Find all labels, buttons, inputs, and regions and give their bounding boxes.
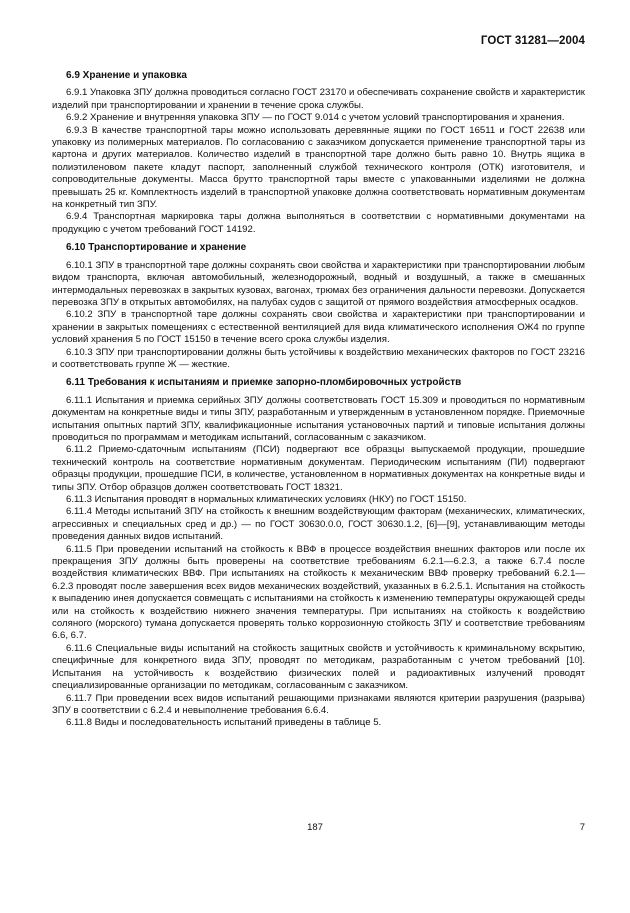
paragraph: 6.9.3 В качестве транспортной тары можно использовать деревянные ящики по ГОСТ 16511 и ГОСТ 22638 или упаковку из полимерных материалов. По согласованию с заказчиком допускается применение транспортной тары из картона и других материалов. Количество изделий в транспортной таре должно быть равно 10. Внутрь ящика в полиэтиленовом пакете кладут паспорт, заполненный службой технического контроля (ОТК) изготовителя, и сопроводительные документы. Масса брутто транспортной тары вместе с упакованными изделиями не должна превышать 25 кг. Комплектность изделий в транспортной упаковке должна соответствовать нормативным документам на конкретный тип ЗПУ. — [52, 124, 585, 211]
paragraph: 6.11.8 Виды и последовательность испытаний приведены в таблице 5. — [66, 717, 382, 729]
paragraph: 6.9.1 Упаковка ЗПУ должна проводиться согласно ГОСТ 23170 и обеспечивать сохранение свойств и характеристик изделий при транспортировании и хранении в течение срока службы. — [52, 87, 586, 111]
paragraph: 6.11.2 Приемо-сдаточным испытаниям (ПСИ) подвергают все образцы выпускаемой продукции, прошедшие технический контроль на соответствие нормативным документам. Периодическим испытаниям (ПИ) подвергают образцы продукции, прошедшие ПСИ, в количестве, установленном в нормативных документах на конкретные виды и типы ЗПУ. Отбор образцов должен соответствовать ГОСТ 18321. — [52, 444, 585, 493]
standard-code: ГОСТ 31281—2004 — [480, 35, 585, 47]
paragraph: 6.11.6 Специальные виды испытаний на стойкость защитных свойств и устойчивость к криминальному вскрытию, специфичные для конкретного вида ЗПУ, проводят по методикам, разработанным с учетом требований [10]. Испытания на устойчивость к воздействию физических полей и радиоактивных излучений проводят специализированные организации по методикам, согласованным с заказчиком. — [52, 642, 585, 692]
sheet-number: 7 — [579, 822, 585, 833]
paragraph: 6.11.4 Методы испытаний ЗПУ на стойкость к внешним воздействующим факторам (механических, климатических, агрессивных и специальных сред и др.) — по ГОСТ 30630.0.0, ГОСТ 30630.1.2, [6]—[9], устанавливающим методы проведения данных видов испытаний. — [52, 506, 585, 543]
paragraph: 6.11.3 Испытания проводят в нормальных климатических условиях (НКУ) по ГОСТ 15150. — [66, 494, 467, 505]
section-title: 6.10 Транспортирование и хранение — [66, 242, 247, 254]
document-body — [52, 70, 585, 730]
section-title: 6.9 Хранение и упаковка — [66, 70, 187, 81]
paragraph: 6.9.4 Транспортная маркировка тары должна выполняться в соответствии с нормативными документами на продукцию с учетом требований ГОСТ 14192. — [52, 211, 585, 235]
paragraph: 6.10.3 ЗПУ при транспортировании должны быть устойчивы к воздействию механических факторов по ГОСТ 23216 и соответствовать группе Ж — жесткие. — [52, 346, 585, 370]
paragraph: 6.10.1 ЗПУ в транспортной таре должны сохранять свои свойства и характеристики при транспортировании любым видом транспорта, включая автомобильный, железнодорожный, водный и воздушный, а также в смешанных интермодальных перевозках в закрытых кузовах, вагонах, трюмах без ограничения дальности перевозки. Допускается перевозка ЗПУ в открытых автомобилях, на палубах судов с защитой от прямого воздействия атмосферных осадков. — [52, 259, 585, 308]
page-number: 187 — [307, 822, 323, 833]
paragraph: 6.11.1 Испытания и приемка серийных ЗПУ должны соответствовать ГОСТ 15.309 и проводиться по нормативным документам на конкретные виды и типы ЗПУ, разработанным и утвержденным в установленном порядке. Приемочные испытания опытных партий ЗПУ, квалификационные испытания установочных партий и типовые испытания должны проводиться по программам и методикам испытаний, согласованным с заказчиком. — [52, 394, 585, 443]
paragraph: 6.10.2 ЗПУ в транспортной таре должны сохранять свои свойства и характеристики при транспортировании и хранении в закрытых помещениях с естественной вентиляцией для вида климатического исполнения ОЖ4 по группе условий хранения 5 по ГОСТ 15150 в течение всего срока службы изделия. — [52, 309, 585, 346]
paragraph: 6.11.7 При проведении всех видов испытаний решающими признаками являются критерии разрушения (разрыва) ЗПУ в соответствии с 6.2.4 и невыполнение требования 6.6.4. — [52, 692, 585, 716]
paragraph: 6.11.5 При проведении испытаний на стойкость к ВВФ в процессе воздействия внешних факторов или после их прекращения ЗПУ должны быть проверены на соответствие требованиям 6.2.1—6.2.3, а также 6.7.4 после воздействия климатических ВВФ. При испытаниях на стойкость к механическим ВВФ проверку требований 6.2.1—6.2.3 проводят после завершения всех видов механических воздействий, указанных в 6.2.5.1. Испытания на стойкость к выпадению инея допускается совмещать с испытаниями на стойкость к изменению температуры окружающей среды или на стойкость к воздействию нижнего значения температуры. При испытаниях на стойкость к воздействию соляного (морского) тумана допускается проверять только коррозионную стойкость ЗПУ и соответствие требованиям 6.6, 6.7. — [52, 543, 585, 642]
paragraph: 6.9.2 Хранение и внутренняя упаковка ЗПУ — по ГОСТ 9.014 с учетом условий транспортирования и хранения. — [66, 112, 565, 124]
section-title: 6.11 Требования к испытаниям и приемке запорно-пломбировочных устройств — [66, 377, 462, 389]
